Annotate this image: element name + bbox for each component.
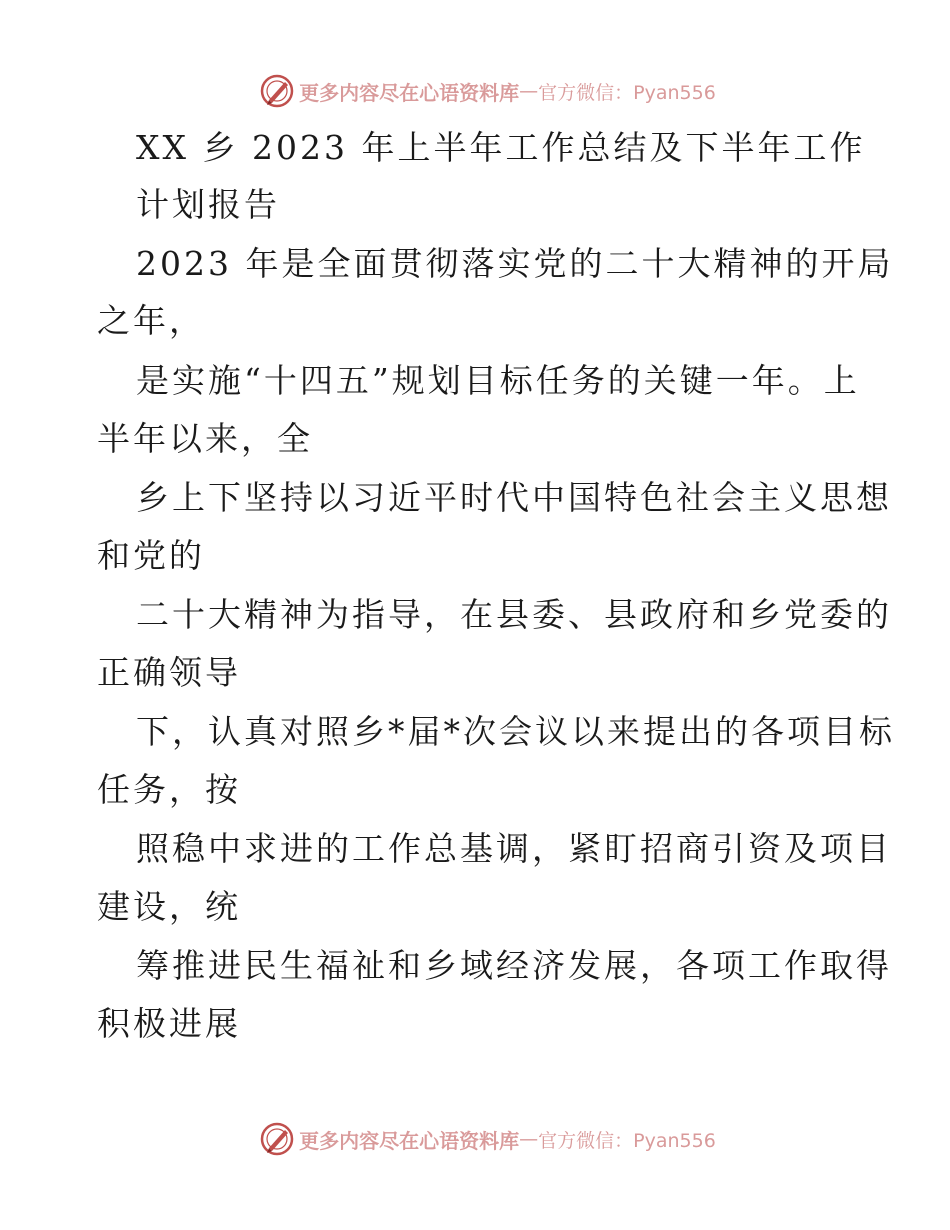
watermark-dash: —	[519, 1128, 539, 1150]
paragraph-line: 是实施“十四五”规划目标任务的关键一年。上	[136, 361, 860, 400]
paragraph-line: 正确领导	[97, 653, 241, 692]
paragraph-line: 乡上下坚持以习近平时代中国特色社会主义思想	[136, 478, 892, 517]
paragraph-line: 建设，统	[97, 887, 241, 926]
pen-logo-icon	[259, 1121, 295, 1157]
watermark-main-text: 更多内容尽在心语资料库	[299, 80, 520, 105]
paragraph-line: 之年，	[97, 301, 205, 340]
paragraph-line: 半年以来，全	[97, 419, 313, 458]
header-watermark	[0, 71, 950, 111]
watermark-wechat-text: 官方微信：Pyan556	[538, 1129, 716, 1152]
title-line-2: 计划报告	[136, 185, 280, 224]
paragraph-line: 照稳中求进的工作总基调，紧盯招商引资及项目	[136, 829, 892, 868]
paragraph-line: 2023 年是全面贯彻落实党的二十大精神的开局	[136, 244, 894, 283]
paragraph-line: 积极进展	[97, 1004, 241, 1043]
paragraph-line: 下，认真对照乡*届*次会议以来提出的各项目标	[136, 712, 895, 751]
paragraph-line: 任务，按	[97, 770, 241, 809]
footer-watermark	[0, 1119, 950, 1159]
title-line-1: XX 乡 2023 年上半年工作总结及下半年工作	[136, 128, 866, 167]
watermark-dash: —	[519, 80, 539, 102]
watermark-wechat-text: 官方微信：Pyan556	[538, 81, 716, 104]
paragraph-line: 二十大精神为指导，在县委、县政府和乡党委的	[136, 595, 892, 634]
pen-logo-icon	[259, 73, 295, 109]
paragraph-line: 和党的	[97, 536, 205, 575]
paragraph-line: 筹推进民生福祉和乡域经济发展，各项工作取得	[136, 946, 892, 985]
watermark-main-text: 更多内容尽在心语资料库	[299, 1128, 520, 1153]
